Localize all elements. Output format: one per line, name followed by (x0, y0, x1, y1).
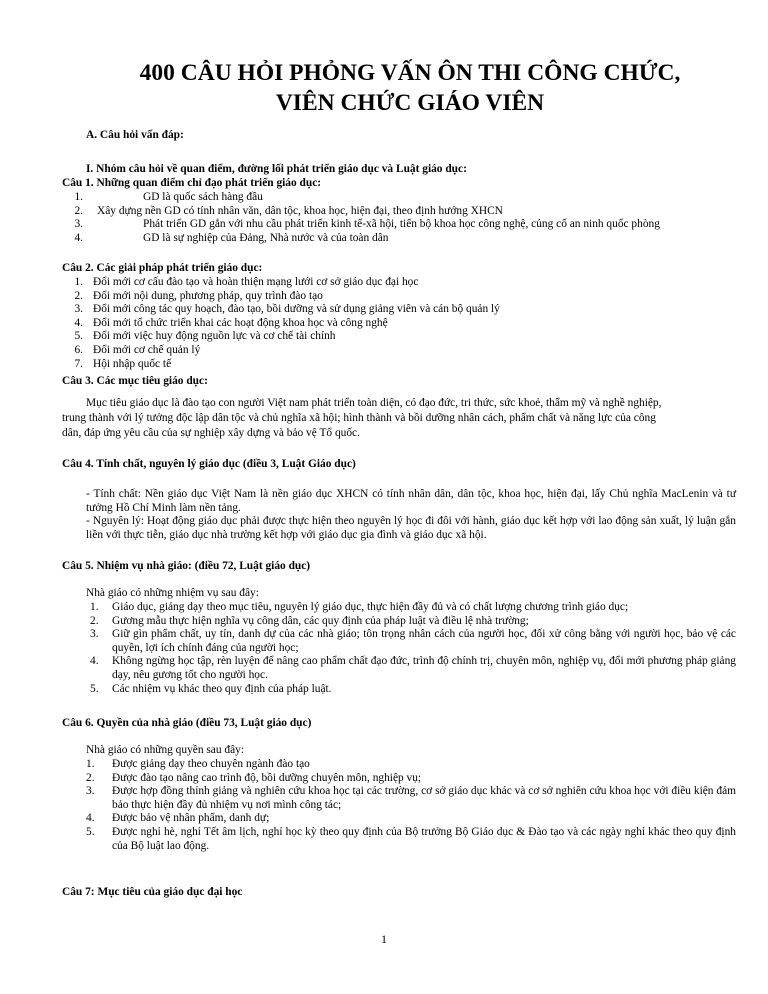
question-2-heading: Câu 2. Các giải pháp phát triển giáo dục: (62, 262, 263, 274)
list-item: 2. Gương mẫu thực hiện nghĩa vụ công dân, các quy định của pháp luật và điều lệ nhà trường; (90, 614, 529, 627)
list-item: 3. Đổi mới công tác quy hoạch, đào tạo, bồi dưỡng và sử dụng giảng viên và cán bộ quản lý (74, 303, 500, 316)
list-item: 3. Giữ gìn phẩm chất, uy tín, danh dự của các nhà giáo; tôn trọng nhân cách của người học, đối xử công bằng với người học, bảo vệ các quyền, lợi ích chính đáng của người học; (90, 628, 736, 654)
list-item: 4. Đổi mới tổ chức triển khai các hoạt động khoa học và công nghệ (74, 316, 388, 329)
question-4-heading: Câu 4. Tính chất, nguyên lý giáo dục (điều 3, Luật Giáo dục) (62, 458, 356, 470)
question-1-list (62, 191, 762, 245)
list-item: 1. Được giảng dạy theo chuyên ngành đào tạo (86, 758, 310, 770)
question-3-body-line-1: Mục tiêu giáo dục là đào tạo con người Việt nam phát triển toàn diện, có đạo đức, tri thức, sức khoẻ, thẩm mỹ và nghề nghiệp, (86, 397, 662, 409)
document-title (60, 58, 760, 118)
list-item: 1. Giáo dục, giảng dạy theo mục tiêu, nguyên lý giáo dục, thực hiện đầy đủ và có chất lượng chương trình giáo dục; (90, 601, 629, 613)
question-5-heading: Câu 5. Nhiệm vụ nhà giáo: (điều 72, Luật giáo dục) (62, 560, 311, 572)
question-5-intro: Nhà giáo có những nhiệm vụ sau đây: (86, 587, 259, 599)
list-item: 4. Được bảo vệ nhân phẩm, danh dự; (86, 812, 270, 825)
question-6-intro: Nhà giáo có những quyền sau đây: (86, 744, 245, 756)
list-item: 3. Phát triển GD gắn với nhu cầu phát triển kinh tế-xã hội, tiến bộ khoa học công nghệ, củng cố an ninh quốc phòng (74, 218, 660, 231)
question-3-body-line-3: dân, đáp ứng yêu cầu của sự nghiệp xây dựng và bảo vệ Tổ quốc. (62, 427, 360, 439)
question-6-heading: Câu 6. Quyền của nhà giáo (điều 73, Luật giáo dục) (62, 717, 312, 729)
list-item: 7. Hội nhập quốc tế (74, 357, 172, 370)
question-1-heading: Câu 1. Những quan điểm chỉ đạo phát triển giáo dục: (62, 177, 322, 189)
title-line-1: 400 CÂU HỎI PHỎNG VẤN ÔN THI CÔNG CHỨC, (139, 60, 681, 86)
list-item: 5. Được nghỉ hè, nghỉ Tết âm lịch, nghỉ học kỳ theo quy định của Bộ trưởng Bộ Giáo dục & Đào tạo và các ngày nghỉ khác theo quy định của Bộ luật lao động. (86, 825, 736, 852)
list-item: 3. Được hợp đồng thỉnh giảng và nghiên cứu khoa học tại các trường, cơ sở giáo dục khác và cơ sở nghiên cứu khoa học với điều kiện đảm bảo thực hiện đầy đủ nhiệm vụ nơi mình công tác; (86, 785, 736, 811)
question-3-heading: Câu 3. Các mục tiêu giáo dục: (62, 375, 208, 387)
question-3-body-line-2: trung thành với lý tưởng độc lập dân tộc và chủ nghĩa xã hội; hình thành và bồi dưỡng nhân cách, phẩm chất và năng lực của công (62, 412, 656, 424)
question-5-list (86, 601, 736, 696)
list-item: 4. GD là sự nghiệp của Đảng, Nhà nước và của toàn dân (74, 231, 389, 244)
list-item: 4. Không ngừng học tập, rèn luyện để nâng cao phẩm chất đạo đức, trình độ chính trị, chuyên môn, nghiệp vụ, đổi mới phương pháp giảng dạy, nêu gương tốt cho người học. (90, 655, 736, 681)
question-6-list (86, 758, 736, 853)
list-item: 2. Đổi mới nội dung, phương pháp, quy trình đào tạo (74, 289, 323, 302)
title-line-2: VIÊN CHỨC GIÁO VIÊN (275, 90, 545, 116)
page-number: 1 (381, 932, 387, 946)
list-item: 2. Được đào tạo nâng cao trình độ, bồi dưỡng chuyên môn, nghiệp vụ; (86, 771, 422, 784)
list-item: 5. Các nhiệm vụ khác theo quy định của pháp luật. (90, 682, 332, 695)
question-2-list (62, 276, 762, 371)
list-item: 1. Đổi mới cơ cấu đào tạo và hoàn thiện mạng lưới cơ sở giáo dục đại học (74, 276, 419, 288)
question-7-heading: Câu 7: Mục tiêu của giáo dục đại học (62, 886, 243, 898)
section-a-heading: A. Câu hỏi vấn đáp: (86, 129, 184, 141)
list-item: 6. Đổi mới cơ chế quản lý (74, 343, 201, 356)
group-1-heading: I. Nhóm câu hỏi về quan điểm, đường lối phát triển giáo dục và Luật giáo dục: (86, 163, 467, 175)
list-item: 5. Đổi mới việc huy động nguồn lực và cơ chế tài chính (74, 330, 336, 343)
question-4-paragraph-1: - Tính chất: Nền giáo dục Việt Nam là nền giáo dục XHCN có tính nhân dân, dân tộc, khoa học, hiện đại, lấy Chủ nghĩa MacLenin và tư tưởng Hồ Chí Minh làm nền tảng. (86, 488, 736, 514)
list-item: 1. GD là quốc sách hàng đầu (74, 191, 263, 203)
list-item: 2. Xây dựng nền GD có tính nhân văn, dân tộc, khoa học, hiện đại, theo định hướng XHCN (74, 204, 503, 217)
question-4-paragraph-2: - Nguyên lý: Hoạt động giáo dục phải được thực hiện theo nguyên lý học đi đôi với hành, giáo dục kết hợp với lao động sản xuất, lý luận gắn liền với thực tiễn, giáo dục nhà trường kết hợp với giáo dục gia đình và giáo dục xã hội. (86, 515, 736, 541)
